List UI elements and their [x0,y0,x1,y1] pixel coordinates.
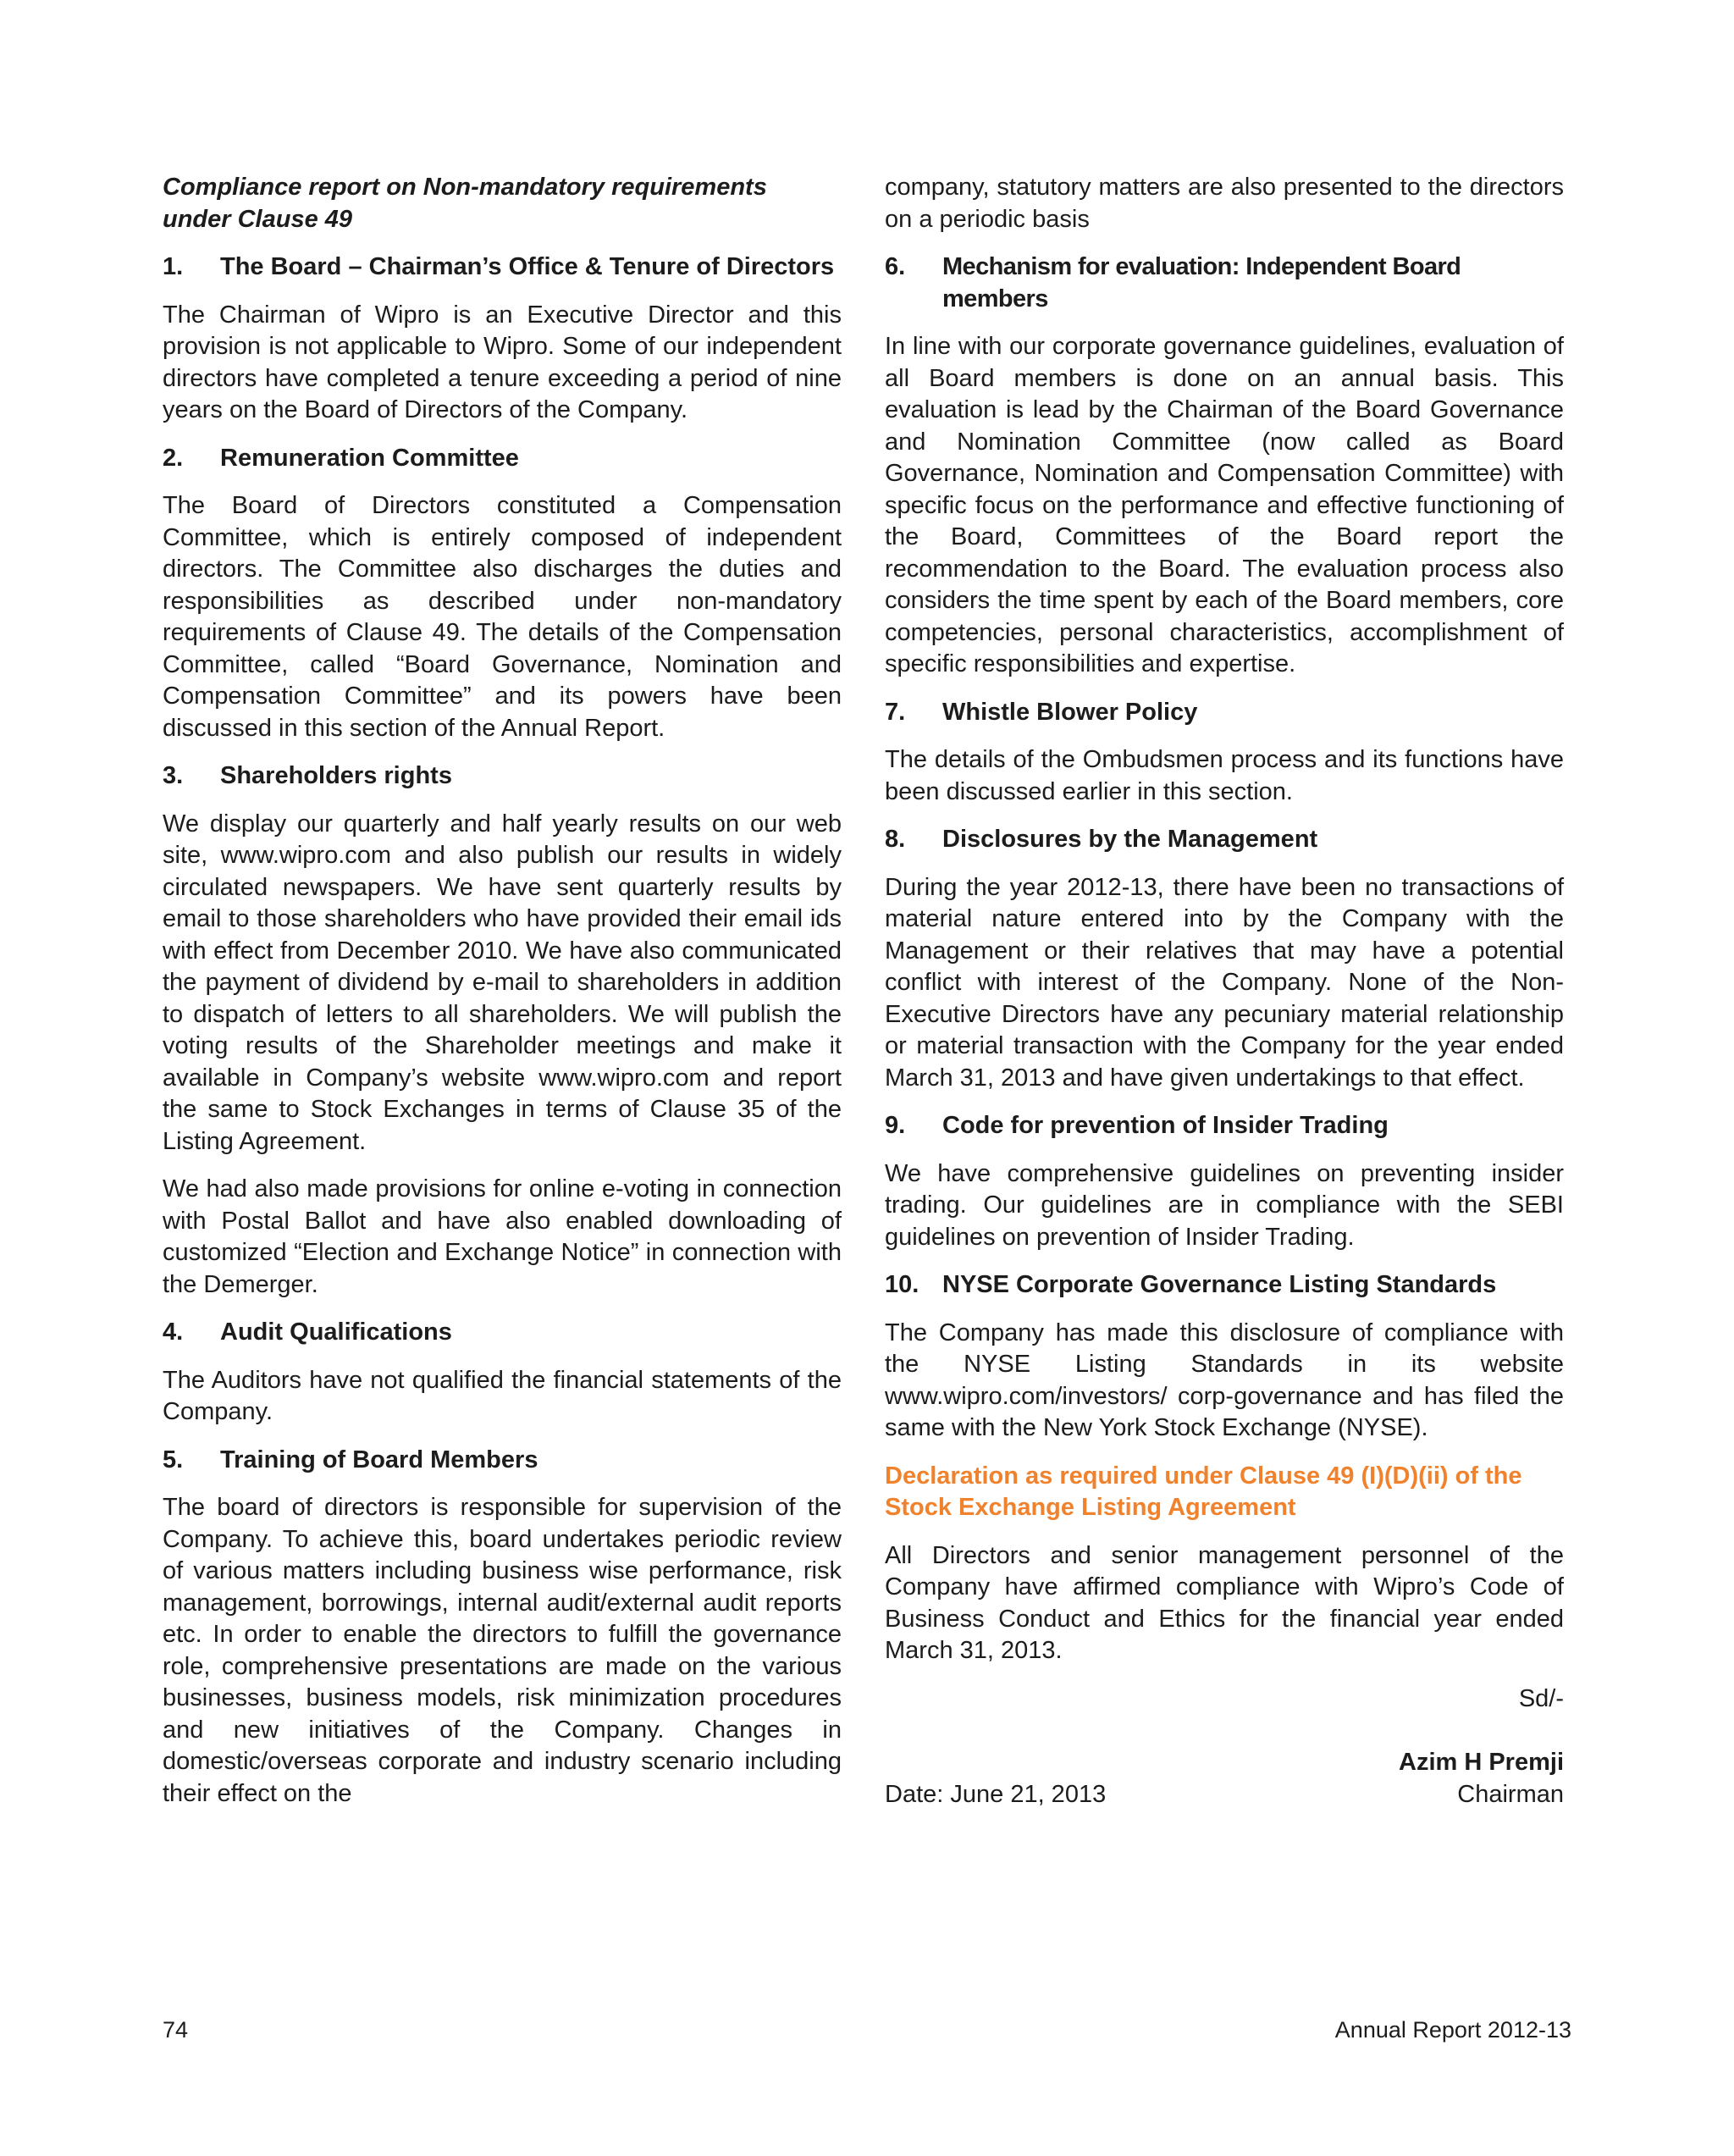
section-number: 6. [885,253,906,280]
signatory-name: Azim H Premji [1399,1749,1564,1776]
section-title: The Board – Chairman’s Office & Tenure of Directors [220,253,835,280]
section-title: Training of Board Members [220,1446,538,1473]
section-number: 9. [885,1112,906,1139]
section-paragraph: The Chairman of Wipro is an Executive Director and this provision is not applicable to Wipro. Some of our independent directors have completed a tenure exceeding a period of nine years on the Board of Directors of the Company. [163,301,842,423]
sd-mark: Sd/- [1518,1684,1564,1712]
date-title-row [885,1779,1564,1811]
section-heading-3 [163,760,842,793]
section-title: Shareholders rights [220,762,452,789]
page-number: 74 [163,2017,189,2043]
section-heading-4 [163,1317,842,1349]
section-heading-7 [885,697,1564,729]
footer-report-name: Annual Report 2012-13 [1334,2017,1571,2043]
declaration-heading: Declaration as required under Clause 49 (I)(D)(ii) of the Stock Exchange Listing Agreement [885,1462,1522,1521]
section-paragraph: In line with our corporate governance guidelines, evaluation of all Board members is done on an annual basis. This evaluation is lead by the Chairman of the Board Governance and Nomination Committee (now called as Board Governance, Nomination and Compensation Committee) with specific focus on the performance and effective functioning of the Board, Committees of the Board report the recommendation to the Board. The evaluation process also considers the time spent by each of the Board members, core competencies, personal characteristics, accomplishment of specific responsibilities and expertise. [885,333,1564,677]
section-paragraph: We had also made provisions for online e-voting in connection with Postal Ballot and have also enabled downloading of customized “Election and Exchange Notice” in connection with the Demerger. [163,1175,842,1298]
section-paragraph: The Board of Directors constituted a Compensation Committee, which is entirely composed of independent directors. The Committee also discharges the duties and responsibilities as described under non-mandatory requirements of Clause 49. The details of the Compensation Committee, called “Board Governance, Nomination and Compensation Committee” and its powers have been discussed in this section of the Annual Report. [163,492,842,742]
section-heading-10 [885,1269,1564,1302]
section-title: Remuneration Committee [220,444,519,472]
section-number: 8. [885,826,906,853]
section-title: NYSE Corporate Governance Listing Standards [942,1271,1497,1298]
section-title: Whistle Blower Policy [942,698,1198,726]
section-paragraph: The Auditors have not qualified the financial statements of the Company. [163,1366,842,1425]
section-title: Mechanism for evaluation: Independent Board members [942,253,1461,312]
section-paragraph: During the year 2012-13, there have been no transactions of material nature entered into by the Company with the Management or their relatives that may have a potential conflict with interest of the Company. None of the Non-Executive Directors have any pecuniary material relationship or material transaction with the Company for the year ended March 31, 2013 and have given undertakings to that effect. [885,873,1564,1092]
section-paragraph: The board of directors is responsible for supervision of the Company. To achieve this, board undertakes periodic review of various matters including business wise performance, risk management, borrowings, internal audit/external audit reports etc. In order to enable the directors to fulfill the governance role, comprehensive presentations are made on the various businesses, business models, risk minimization procedures and new initiatives of the Company. Changes in domestic/overseas corporate and industry scenario including their effect on the [163,1494,842,1807]
section-number: 3. [163,762,184,789]
section-heading-2 [163,443,842,475]
section-number: 5. [163,1446,184,1473]
section-heading-9 [885,1110,1564,1142]
section-paragraph: The details of the Ombudsmen process and its functions have been discussed earlier in this section. [885,746,1564,805]
declaration-body: All Directors and senior management personnel of the Company have affirmed compliance with Wipro’s Code of Business Conduct and Ethics for the financial year ended March 31, 2013. [885,1541,1564,1664]
section-heading-1 [163,252,842,284]
section-number: 10. [885,1271,919,1298]
report-title: Compliance report on Non-mandatory requirements under Clause 49 [163,174,767,233]
continuation-paragraph: company, statutory matters are also presented to the directors on a periodic basis [885,174,1564,233]
signature-block [885,1683,1564,1811]
signatory-title: Chairman [1457,1780,1564,1808]
section-paragraph: The Company has made this disclosure of compliance with the NYSE Listing Standards in its website www.wipro.com/investors/ corp-governance and has filed the same with the New York Stock Exchange (NYSE). [885,1318,1564,1441]
section-title: Audit Qualifications [220,1318,452,1346]
section-heading-5 [163,1445,842,1477]
section-title: Code for prevention of Insider Trading [942,1112,1389,1139]
left-column [163,172,842,1826]
section-title: Disclosures by the Management [942,826,1318,853]
section-number: 1. [163,253,184,280]
section-paragraph: We have comprehensive guidelines on preventing insider trading. Our guidelines are in compliance with the SEBI guidelines on prevention of Insider Trading. [885,1159,1564,1251]
section-number: 7. [885,698,906,726]
section-paragraph: We display our quarterly and half yearly results on our web site, www.wipro.com and also publish our results in widely circulated newspapers. We have sent quarterly results by email to those shareholders who have provided their email ids with effect from December 2010. We have also communicated the payment of dividend by e-mail to shareholders in addition to dispatch of letters to all shareholders. We will publish the voting results of the Shareholder meetings and make it available in Company’s website www.wipro.com and report the same to Stock Exchanges in terms of Clause 35 of the Listing Agreement. [163,810,842,1155]
section-number: 4. [163,1318,184,1346]
declaration-date: Date: June 21, 2013 [885,1780,1107,1808]
section-heading-8 [885,824,1564,856]
right-column [885,172,1564,1810]
section-heading-6 [885,252,1564,315]
section-number: 2. [163,444,184,472]
